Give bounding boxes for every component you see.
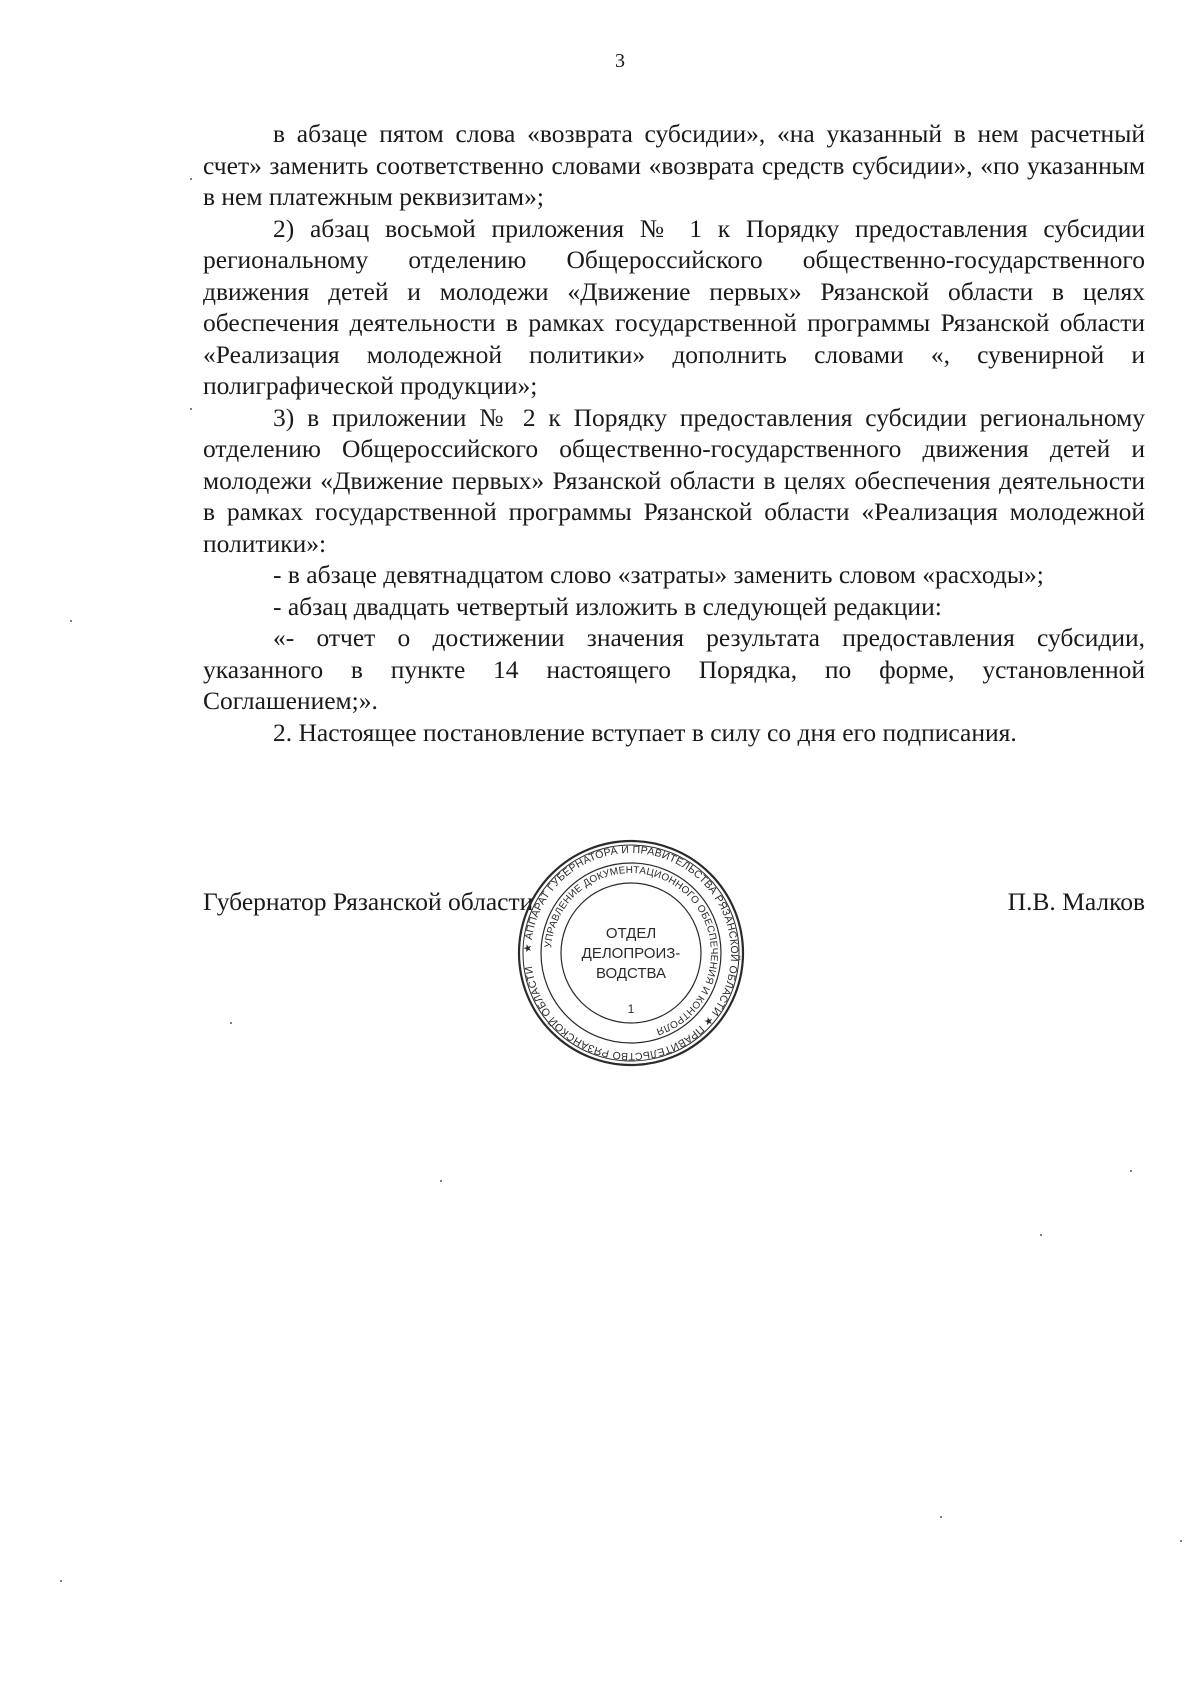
scan-speck [940, 1516, 942, 1518]
official-stamp [516, 838, 746, 1068]
stamp-outer-ring-text: ★ АППАРАТ ГУБЕРНАТОРА И ПРАВИТЕЛЬСТВА РЯЗАНСКОЙ ОБЛАСТИ ★ ПРАВИТЕЛЬСТВО РЯЗАНСКОЙ ОБЛАСТИ [521, 843, 741, 1063]
scan-speck [70, 620, 72, 622]
signatory-name: П.В. Малков [1007, 887, 1145, 916]
paragraph-4: - в абзаце девятнадцатом слово «затраты» заменить словом «расходы»; [273, 560, 1044, 589]
stamp-seal-graphic [516, 838, 746, 1068]
paragraph-6: «- отчет о достижении значения результата предоставления субсидии, указанного в пункте 14 настоящего Порядка, по форме, установленной Соглашением;». [203, 623, 1145, 715]
scan-speck [190, 178, 192, 180]
scan-speck [1130, 1170, 1132, 1172]
paragraph-5: - абзац двадцать четвертый изложить в следующей редакции: [273, 591, 942, 621]
stamp-number: 1 [627, 1002, 635, 1016]
stamp-inner-ring-text: УПРАВЛЕНИЕ ДОКУМЕНТАЦИОННОГО ОБЕСПЕЧЕНИЯ И КОНТРОЛЯ [543, 864, 720, 1037]
scan-speck [60, 1580, 62, 1582]
scan-speck [1040, 1234, 1042, 1236]
stamp-center-line-1: ОТДЕЛ [605, 925, 657, 942]
scan-speck [230, 1022, 232, 1024]
stamp-center-line-2: ДЕЛОПРОИЗ- [581, 945, 681, 962]
scan-speck [1180, 1540, 1182, 1542]
signatory-position: Губернатор Рязанской области [203, 887, 534, 916]
paragraph-7: 2. Настоящее постановление вступает в силу со дня его подписания. [273, 717, 1017, 747]
paragraph-3: 3) в приложении № 2 к Порядку предоставления субсидии региональному отделению Общероссийского общественно-государственного движения детей и молодежи «Движение первых» Рязанской области в целях обеспечения деятельности в рамках государственной программы Рязанской области «Реализация молодежной политики»: [203, 402, 1145, 558]
scan-speck [190, 408, 192, 410]
document-body [203, 118, 1145, 748]
stamp-center-line-3: ВОДСТВА [595, 965, 667, 982]
paragraph-2: 2) абзац восьмой приложения № 1 к Порядку предоставления субсидии региональному отделению Общероссийского общественно-государственного движения детей и молодежи «Движение первых» Рязанской области в целях обеспечения деятельности в рамках государственной программы Рязанской области «Реализация молодежной политики» дополнить словами «, сувенирной и полиграфической продукции»; [203, 213, 1145, 400]
scan-speck [440, 1180, 442, 1182]
paragraph-1: в абзаце пятом слова «возврата субсидии», «на указанный в нем расчетный счет» заменить соответственно словами «возврата средств субсидии», «по указанным в нем платежным реквизитам»; [203, 119, 1145, 211]
page-number: 3 [615, 50, 625, 72]
